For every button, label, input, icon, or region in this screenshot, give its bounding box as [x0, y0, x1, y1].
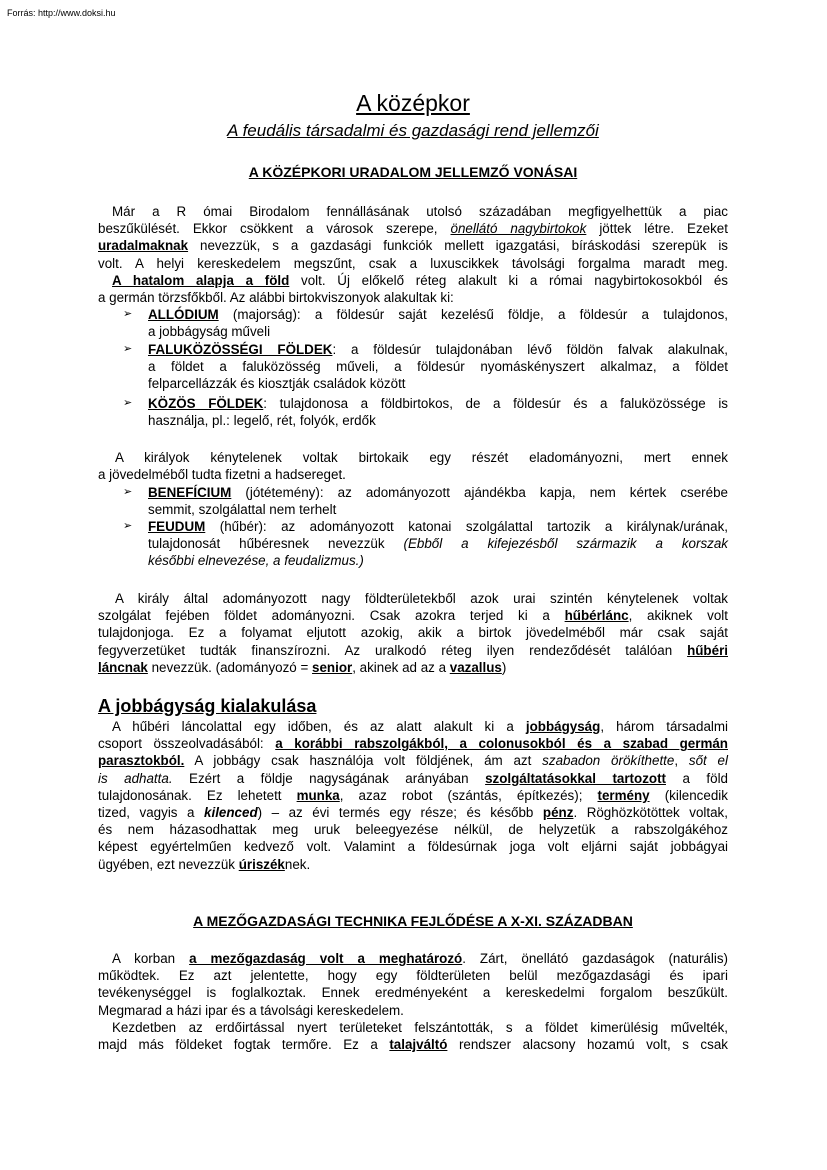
text-line: uradalmaknak nevezzük, s a gazdasági funkciók mellett igazgatási, bíráskodási szerepük is	[98, 238, 728, 254]
paragraph-jobbagysag	[98, 718, 728, 873]
arrow-bullet-icon: ➢	[123, 308, 133, 320]
text-line: tevékenységgel is foglalkoztak. Ennek eredményeként a kereskedelmi forgalom beszűkült.	[98, 985, 728, 1001]
section-heading-jobbagysag: A jobbágyság kialakulása	[98, 696, 317, 716]
text-line: majd más földeket fogtak termőre. Ez a talajváltó rendszer alacsony hozamú volt, s csak	[98, 1037, 728, 1053]
text-line: ügyében, ezt nevezzük úriszéknek.	[98, 856, 311, 872]
text-line: működtek. Ez azt jelentette, hogy egy földterületen belül mezőgazdasági és ipari	[98, 968, 728, 984]
text-line: parasztokból. A jobbágy csak használója volt földjének, ám azt szabadon örökíthette, sőt el	[98, 753, 728, 769]
text-line: a jövedelméből tudta fizetni a hadsereget.	[98, 467, 346, 483]
text-line: képest egyértelműen kedvező volt. Valamint a földesúrnak joga volt eljárni saját jobbágyai	[98, 839, 728, 855]
paragraph-hubeliranc	[98, 590, 728, 676]
paragraph-mezogazdasag	[98, 950, 728, 1053]
text-line: a germán törzsfőkből. Az alábbi birtokviszonyok alakultak ki:	[98, 290, 454, 306]
text-line: szolgálat fejében földet adományozni. Csak azokra terjed ki a hűbérlánc, akiknek volt	[98, 608, 728, 624]
text-line: A hatalom alapja a föld volt. Új előkelő réteg alakult ki a római nagybirtokosokból és	[112, 272, 728, 288]
text-line: tulajdonosának. Ez lehetett munka, azaz robot (szántás, építkezés); termény (kilencedik	[98, 787, 728, 803]
paragraph-kiralyok	[98, 449, 728, 483]
text-line: Már a R ómai Birodalom fennállásának utolsó századában megfigyelhettük a piac	[112, 204, 728, 219]
arrow-bullet-icon: ➢	[123, 520, 133, 532]
source-link: Forrás: http://www.doksi.hu	[7, 8, 116, 18]
text-line: láncnak nevezzük. (adományozó = senior, akinek ad az a vazallus)	[98, 659, 507, 675]
text-line: beszűkülését. Ekkor csökkent a városok szerepe, önellátó nagybirtokok jöttek létre. Ezeket	[98, 221, 728, 237]
text-line: csoport összeolvadásából: a korábbi rabszolgákból, a colonusokból és a szabad germán	[98, 736, 728, 752]
text-line: volt. A helyi kereskedelem megszűnt, csak a luxuscikkek távolsági forgalma maradt meg.	[98, 255, 728, 271]
text-line: A királyok kénytelenek voltak birtokaik egy részét eladományozni, mert ennek	[115, 450, 728, 465]
text-line: Kezdetben az erdőirtással nyert területeket felszántották, s a földet kimerülésig művelték,	[112, 1019, 728, 1035]
text-line: is adhatta. Ezért a földje nagyságának arányában szolgáltatásokkal tartozott a föld	[98, 770, 728, 786]
text-line: tized, vagyis a kilenced) – az évi termés egy része; és később pénz. Röghözkötöttek voltak,	[98, 805, 728, 821]
text-line: A hűbéri láncolattal egy időben, és az alatt alakult ki a jobbágyság, három társadalmi	[112, 719, 728, 734]
text-line: tulajdonjoga. Ez a folyamat eljutott azokig, akik a birtok jövedelméből már csak saját	[98, 625, 728, 641]
paragraph-uradalom	[98, 203, 728, 306]
text-line: fegyverzetüket tudták finanszírozni. Az uralkodó réteg ilyen rendeződését találóan hűbéri	[98, 642, 728, 658]
section-heading-uradalom: A KÖZÉPKORI URADALOM JELLEMZŐ VONÁSAI	[248, 164, 578, 180]
text-line: A korban a mezőgazdaság volt a meghatározó. Zárt, önellátó gazdaságok (naturális)	[112, 951, 728, 966]
page-subtitle: A feudális társadalmi és gazdasági rend jellemzői	[227, 121, 599, 140]
text-line: A király által adományozott nagy földterületekből azok urai szintén kénytelenek voltak	[115, 591, 728, 606]
text-line: Megmarad a házi ipar és a távolsági kereskedelem.	[98, 1002, 404, 1018]
arrow-bullet-icon: ➢	[123, 397, 133, 409]
section-heading-mezogazdasag: A MEZŐGAZDASÁGI TECHNIKA FEJLŐDÉSE A X-XI. SZÁZADBAN	[193, 913, 633, 929]
arrow-bullet-icon: ➢	[123, 343, 133, 355]
page-title: A középkor	[356, 90, 470, 116]
text-line: és nem házasodhattak meg uruk beleegyezése nélkül, de helyzetük a rabszolgákéhoz	[98, 822, 728, 838]
arrow-bullet-icon: ➢	[123, 486, 133, 498]
